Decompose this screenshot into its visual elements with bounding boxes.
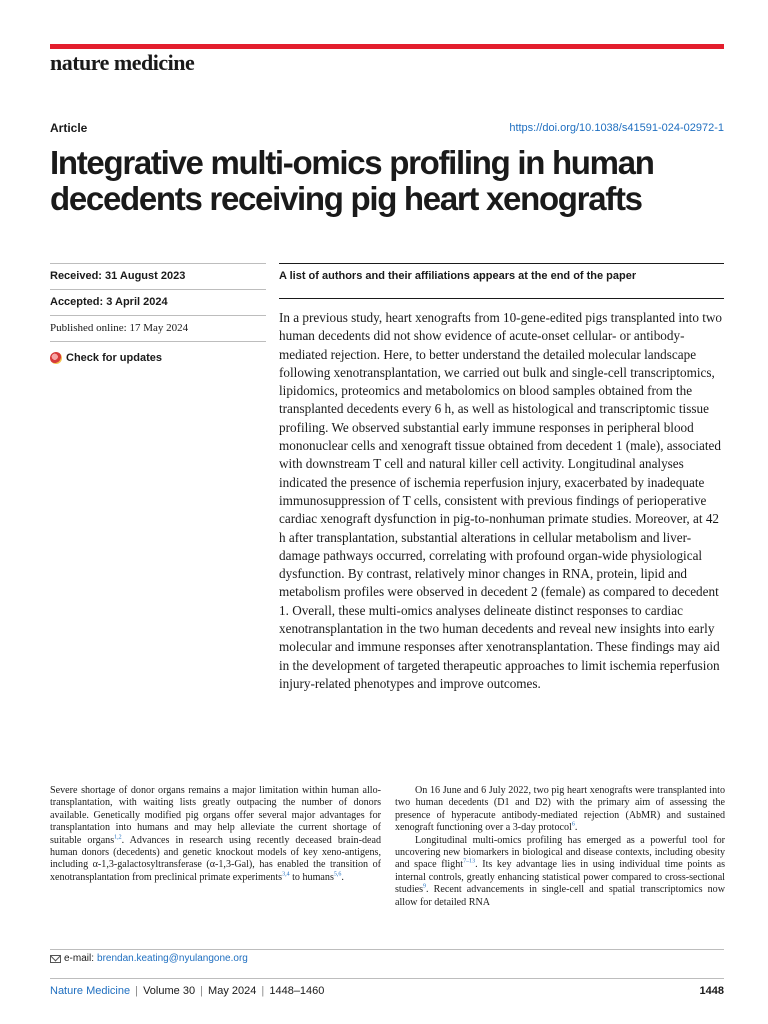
- mail-icon: [50, 955, 61, 963]
- citation-link[interactable]: 3,4: [282, 871, 290, 878]
- citation-link[interactable]: 1,2: [114, 834, 122, 841]
- corresponding-email: [50, 953, 248, 964]
- footer-citation: [50, 985, 324, 997]
- body-column-left: [50, 785, 381, 884]
- abstract: In a previous study, heart xenografts from 10-gene-edited pigs transplanted into two human decedents did not show evidence of acute-onset cellular- or antibody-mediated rejection. Here, to better understand the detailed molecular landscape following xenotransplantation, we carried out bulk and single-cell transcriptomics, lipidomics, proteomics and metabolomics on blood samples obtained from the transplanted decedents every 6 h, as well as histological and transcriptomic tissue profiling. We observed substantial early immune responses in peripheral blood mononuclear cells and xenograft tissue obtained from decedent 1 (male), associated with downstream T cell and natural killer cell activity. Longitudinal analyses indicated the presence of ischemia reperfusion injury, exacerbated by inadequate immunosuppression of T cells, consistent with previous findings of perioperative cardiac xenograft dysfunction in pig-to-nonhuman primate studies. Moreover, at 42 h after transplantation, substantial alterations in cellular metabolism and liver-damage pathways occurred, correlating with profound organ-wide physiological dysfunction. By contrast, relatively minor changes in RNA, protein, lipid and metabolism profiles were observed in decedent 2 (female) as compared to decedent 1. Overall, these multi-omics analyses delineate distinct responses to cardiac xenotransplantation in the two human decedents and reveal new insights into early molecular and immune responses after xenotransplantation. These findings may aid in the development of targeted therapeutic approaches to limit ischemia reperfusion injury-related phenotypes and improve outcomes.: [279, 298, 724, 693]
- page-number: 1448: [699, 985, 724, 997]
- email-divider: [50, 949, 724, 950]
- check-for-updates-button[interactable]: [50, 341, 266, 367]
- body-paragraph: Severe shortage of donor organs remains a major limitation within human allo-transplantation, with waiting lists greatly outpacing the number of donors available. Genetically modified pig organs offer several major advantages for transplantation into humans and may help alleviate the current shortage of suitable organs$^{1,2}$. Advances in research using recently deceased brain-dead human donors (decedents) and genetic knockout models of key xeno-antigens, including α-1,3-galactosyltransferase (α-1,3-Gal), has enabled the transition of xenotransplantation from preclinical primate experiments$^{3,4}$ to humans$^{5,6}$.: [50, 785, 381, 883]
- body-paragraph: On 16 June and 6 July 2022, two pig heart xenografts were transplanted into two human decedents (D1 and D2) with the primary aim of assessing the presence of hyperacute antibody-mediated rejection (AbMR) and sustained xenograft functioning over a 3-day protocol$^6$.: [395, 785, 725, 834]
- body-paragraph: Longitudinal multi-omics profiling has emerged as a powerful tool for uncovering new biomarkers in biological and disease contexts, including obesity and space flight$^{7-13}$. Its key advantage lies in using individual time points as internal controls, greatly enhancing statistical power compared to cross-sectional studies$^9$. Recent advancements in single-cell and spatial transcriptomics now allow for detailed RNA: [395, 834, 726, 908]
- accepted-date: Accepted: 3 April 2024: [50, 289, 266, 315]
- citation-link[interactable]: 7–13: [463, 859, 476, 866]
- article-title: Integrative multi-omics profiling in human decedents receiving pig heart xenografts: [50, 144, 654, 217]
- citation-link[interactable]: 5,6: [333, 871, 342, 878]
- doi-link[interactable]: https://doi.org/10.1038/s41591-024-02972-1: [509, 122, 724, 134]
- footer-separator: |: [135, 985, 139, 997]
- article-type-label: Article: [50, 121, 88, 135]
- footer-separator: |: [200, 985, 203, 997]
- footer-pages: 1448–1460: [269, 985, 325, 997]
- authors-note: A list of authors and their affiliations appears at the end of the paper: [279, 263, 724, 282]
- body-column-right: [395, 785, 725, 909]
- footer-separator: |: [261, 985, 265, 997]
- header-rule: [50, 44, 724, 49]
- published-date: Published online: 17 May 2024: [50, 315, 266, 341]
- check-updates-label: Check for updates: [66, 351, 162, 364]
- citation-link[interactable]: 6: [571, 821, 575, 828]
- footer-divider: [50, 978, 724, 979]
- article-dates: [50, 263, 266, 367]
- email-label: e-mail:: [64, 953, 95, 964]
- received-date: Received: 31 August 2023: [50, 263, 266, 289]
- footer-volume: Volume 30: [143, 985, 196, 997]
- citation-link[interactable]: 9: [423, 883, 427, 890]
- check-updates-icon: [50, 352, 62, 364]
- footer-date: May 2024: [208, 985, 257, 997]
- journal-logo: nature medicine: [50, 50, 195, 75]
- footer-journal-link[interactable]: Nature Medicine: [50, 985, 131, 997]
- email-link[interactable]: brendan.keating@nyulangone.org: [97, 953, 248, 964]
